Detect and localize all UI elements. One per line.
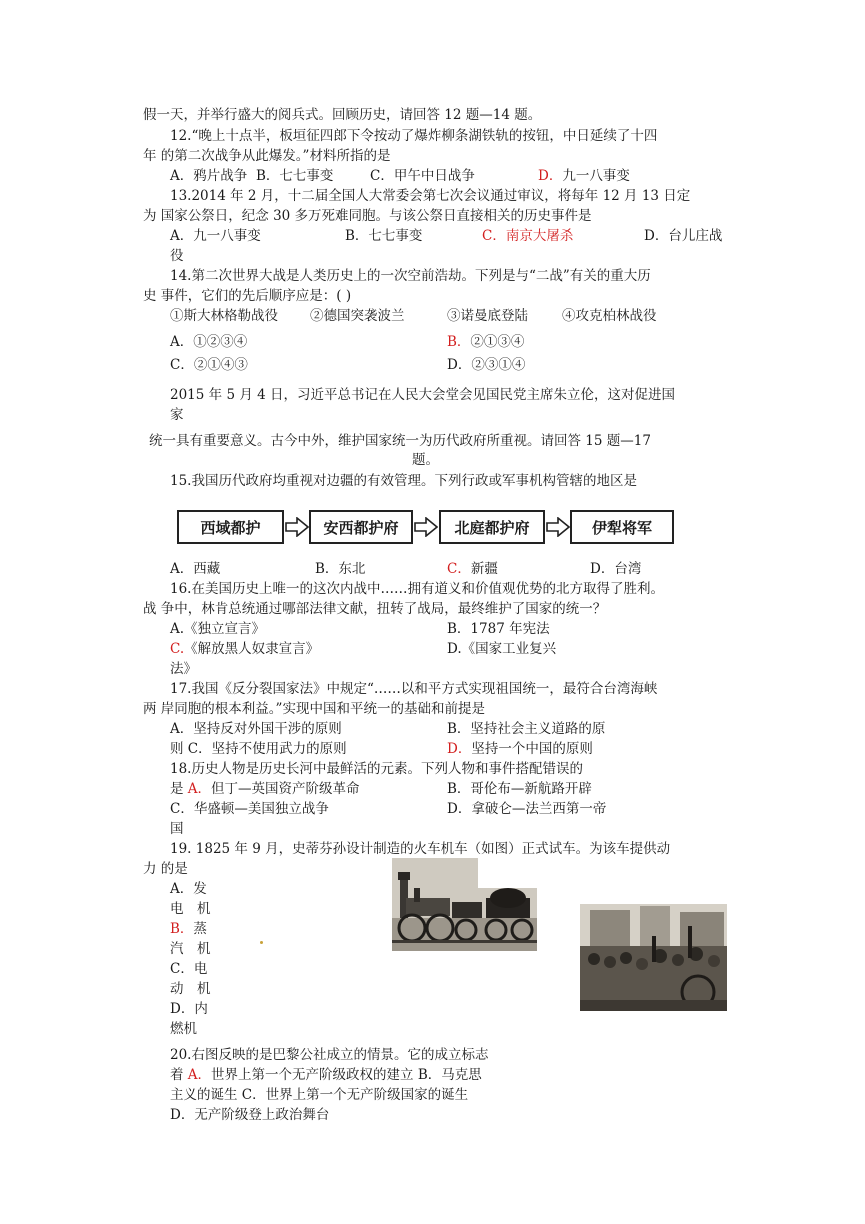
q19-option-a-cont: 电 机 bbox=[170, 901, 211, 917]
q19-option-d-cont: 燃机 bbox=[170, 1021, 197, 1037]
q14-option-d: D．②③①④ bbox=[447, 357, 526, 373]
q12-option-d bbox=[538, 167, 630, 185]
q12-option-d-text: 九一八事变 bbox=[562, 168, 630, 184]
flow-box-1: 西域都护 bbox=[177, 510, 284, 544]
q18-answer-mark: A． bbox=[187, 781, 212, 797]
q15-option-a: A．西藏 bbox=[170, 561, 221, 577]
intro2-line2: 家 bbox=[170, 407, 184, 423]
q18-option-a-text: 但丁—英国资产阶级革命 bbox=[211, 781, 360, 797]
q19-option-b-text: 蒸 bbox=[193, 921, 207, 937]
q20-line3: 主义的诞生 C．世界上第一个无产阶级国家的诞生 bbox=[170, 1087, 469, 1103]
q12-stem-line1: 12.“晚上十点半，板垣征四郎下令按动了爆炸柳条湖铁轨的按钮，中日延续了十四 bbox=[170, 128, 658, 144]
q19-stem-line1: 19. 1825 年 9 月，史蒂芬孙设计制造的火车机车（如图）正式试车。为该车提供动 bbox=[170, 841, 671, 857]
q20-line4: D．无产阶级登上政治舞台 bbox=[170, 1107, 330, 1123]
q20-stem: 20.右图反映的是巴黎公社成立的情景。它的成立标志 bbox=[170, 1047, 489, 1063]
q13-stem-line1: 13.2014 年 2 月，十二届全国人大常委会第七次会议通过审议，将每年 12 月 13 日定 bbox=[170, 188, 691, 204]
q18-option-d: D．拿破仑—法兰西第一帝 bbox=[447, 801, 607, 817]
q14-option-c: C．②①④③ bbox=[170, 357, 248, 373]
q16-option-d: D.《国家工业复兴 bbox=[447, 641, 557, 657]
intro2-line4: 题。 bbox=[412, 452, 439, 468]
q14-event-2: ②德国突袭波兰 bbox=[310, 308, 405, 324]
paris-commune-photo bbox=[580, 904, 727, 1011]
q15-option-b: B．东北 bbox=[315, 561, 366, 577]
q17-option-d-text: 坚持一个中国的原则 bbox=[471, 741, 593, 757]
intro-line: 假一天，并举行盛大的阅兵式。回顾历史，请回答 12 题—14 题。 bbox=[143, 107, 542, 123]
q17-option-b: B．坚持社会主义道路的原 bbox=[447, 721, 606, 737]
q18-option-a bbox=[170, 780, 360, 798]
q12-option-b: B．七七事变 bbox=[256, 168, 334, 184]
intro2-line1: 2015 年 5 月 4 日，习近平总书记在人民大会堂会见国民党主席朱立伦，这对促进国 bbox=[170, 387, 675, 403]
q19-answer-mark: B． bbox=[170, 921, 194, 937]
q17-option-a: A．坚持反对外国干涉的原则 bbox=[170, 721, 342, 737]
q16-answer-mark: C. bbox=[170, 641, 185, 657]
q17-option-d bbox=[447, 740, 593, 758]
arrow-right-icon bbox=[285, 517, 309, 537]
q20-option-a-text: 世界上第一个无产阶级政权的建立 B．马克思 bbox=[211, 1067, 482, 1083]
q16-option-d-cont: 法》 bbox=[170, 661, 197, 677]
q19-option-b-cont: 汽 机 bbox=[170, 941, 211, 957]
q14-answer-mark: B． bbox=[447, 334, 471, 350]
q16-option-b: B．1787 年宪法 bbox=[447, 621, 550, 637]
flow-box-2: 安西都护府 bbox=[309, 510, 413, 544]
q14-option-a: A．①②③④ bbox=[170, 334, 248, 350]
q14-event-4: ④攻克柏林战役 bbox=[562, 308, 657, 324]
q18-stem: 18.历史人物是历史长河中最鲜活的元素。下列人物和事件搭配错误的 bbox=[170, 761, 583, 777]
q15-option-c-text: 新疆 bbox=[470, 561, 498, 577]
q19-option-d: D．内 bbox=[170, 1001, 208, 1017]
q13-option-a: A．九一八事变 bbox=[170, 228, 261, 244]
q13-option-c: C．南京大屠杀 bbox=[482, 228, 574, 244]
q17-answer-mark: D． bbox=[447, 741, 472, 757]
q14-stem-line1: 14.第二次世界大战是人类历史上的一次空前浩劫。下列是与“二战”有关的重大历 bbox=[170, 268, 651, 284]
q17-stem-line2: 两 岸同胞的根本利益。”实现中国和平统一的基础和前提是 bbox=[143, 701, 485, 717]
q13-option-b: B．七七事变 bbox=[345, 228, 423, 244]
q18-option-c: C．华盛顿—美国独立战争 bbox=[170, 801, 329, 817]
q19-option-c-cont: 动 机 bbox=[170, 981, 211, 997]
q12-stem-line2: 年 的第二次战争从此爆发。”材料所指的是 bbox=[143, 148, 391, 164]
q12-option-a: A．鸦片战争 bbox=[170, 168, 248, 184]
q20-answer-mark: A． bbox=[187, 1067, 212, 1083]
q15-stem: 15.我国历代政府均重视对边疆的有效管理。下列行政或军事机构管辖的地区是 bbox=[170, 473, 637, 489]
arrow-right-icon bbox=[546, 517, 570, 537]
q14-option-b-text: ②①③④ bbox=[470, 334, 525, 350]
q19-stem-line2: 力 的是 bbox=[143, 861, 188, 877]
q12-answer-mark: D． bbox=[538, 168, 563, 184]
q16-option-c-text: 《解放黑人奴隶宣言》 bbox=[184, 641, 320, 657]
q20-line2 bbox=[170, 1066, 482, 1084]
q15-option-c bbox=[447, 560, 498, 578]
q16-stem-line2: 战 争中，林肯总统通过哪部法律文献，扭转了战局，最终维护了国家的统一？ bbox=[143, 601, 607, 617]
q17-option-b-cont: 则 C．坚持不使用武力的原则 bbox=[170, 741, 347, 757]
flow-box-3: 北庭都护府 bbox=[439, 510, 545, 544]
flow-box-4: 伊犁将军 bbox=[570, 510, 674, 544]
q13-option-d-cont: 役 bbox=[170, 248, 184, 264]
q15-answer-mark: C． bbox=[447, 561, 471, 577]
q18-lead: 是 bbox=[170, 781, 184, 797]
q19-option-b bbox=[170, 920, 207, 938]
q14-event-3: ③诺曼底登陆 bbox=[447, 308, 528, 324]
q16-option-c bbox=[170, 640, 319, 658]
q19-option-c: C．电 bbox=[170, 961, 208, 977]
q12-option-c: C．甲午中日战争 bbox=[370, 168, 475, 184]
q17-stem-line1: 17.我国《反分裂国家法》中规定“……以和平方式实现祖国统一，最符合台湾海峡 bbox=[170, 681, 658, 697]
stray-dot bbox=[260, 941, 263, 944]
q20-lead: 着 bbox=[170, 1067, 184, 1083]
q13-stem-line2: 为 国家公祭日，纪念 30 多万死难同胞。与该公祭日直接相关的历史事件是 bbox=[143, 208, 592, 224]
q14-event-1: ①斯大林格勒战役 bbox=[170, 308, 278, 324]
q18-option-b: B．哥伦布—新航路开辟 bbox=[447, 781, 592, 797]
q14-option-b bbox=[447, 333, 524, 351]
locomotive-photo bbox=[392, 858, 537, 951]
q16-option-a: A.《独立宣言》 bbox=[170, 621, 266, 637]
q16-stem-line1: 16.在美国历史上唯一的这次内战中……拥有道义和价值观优势的北方取得了胜利。 bbox=[170, 581, 664, 597]
q14-stem-line2: 史 事件，它们的先后顺序应是：( ) bbox=[143, 288, 352, 304]
intro2-line3: 统一具有重要意义。古今中外，维护国家统一为历代政府所重视。请回答 15 题—17 bbox=[149, 433, 651, 449]
q13-option-d: D．台儿庄战 bbox=[644, 228, 723, 244]
q15-option-d: D．台湾 bbox=[590, 561, 642, 577]
arrow-right-icon bbox=[414, 517, 438, 537]
q19-option-a: A．发 bbox=[170, 881, 207, 897]
q18-option-d-cont: 国 bbox=[170, 821, 184, 837]
